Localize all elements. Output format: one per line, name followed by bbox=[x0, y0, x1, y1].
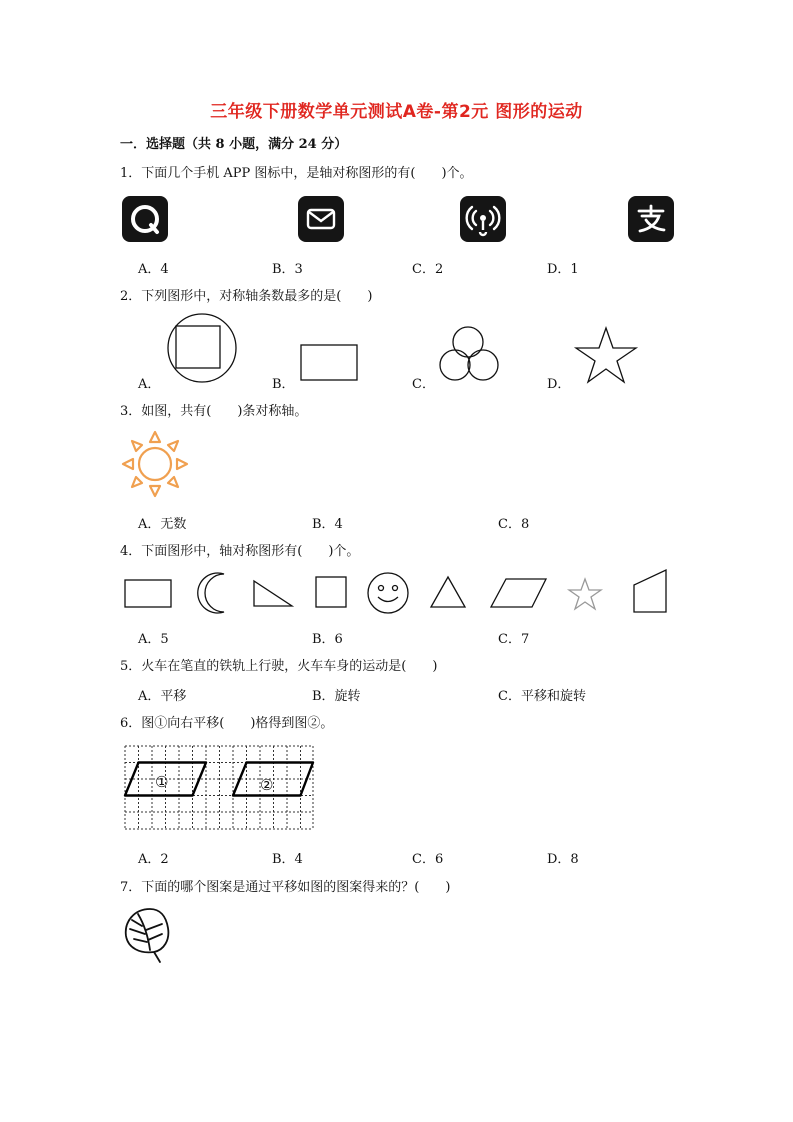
question-5: 5．火车在笔直的铁轨上行驶，火车车身的运动是( ) bbox=[120, 659, 438, 674]
figure-1-label: ① bbox=[155, 773, 169, 791]
q1-option-b[interactable]: B．3 bbox=[272, 262, 303, 277]
figure-2-label: ② bbox=[260, 776, 274, 794]
q4-option-b[interactable]: B．6 bbox=[312, 632, 343, 647]
right-triangle-shape bbox=[254, 581, 292, 606]
q5-option-b[interactable]: B．旋转 bbox=[312, 689, 361, 704]
q6-option-a[interactable]: A．2 bbox=[138, 852, 169, 867]
question-1: 1．下面几个手机 APP 图标中，是轴对称图形的有( )个。 bbox=[120, 166, 473, 181]
q4-shapes-row bbox=[120, 568, 680, 618]
rectangle-figure bbox=[300, 344, 360, 382]
q5-option-c[interactable]: C．平移和旋转 bbox=[498, 689, 586, 704]
circle-with-square-figure bbox=[165, 313, 240, 383]
question-3: 3．如图，共有( )条对称轴。 bbox=[120, 404, 308, 419]
crescent-shape bbox=[198, 573, 224, 613]
q3-option-a[interactable]: A．无数 bbox=[138, 517, 187, 532]
star-figure bbox=[574, 326, 638, 384]
search-app-icon bbox=[122, 196, 168, 242]
q5-option-a[interactable]: A．平移 bbox=[138, 689, 187, 704]
q1-option-a[interactable]: A．4 bbox=[138, 262, 169, 277]
q1-option-d[interactable]: D．1 bbox=[547, 262, 579, 277]
q1-option-c[interactable]: C．2 bbox=[412, 262, 444, 277]
q2-option-c[interactable]: C． bbox=[412, 377, 435, 392]
trapezoid-shape bbox=[634, 570, 666, 612]
page-title: 三年级下册数学单元测试A卷-第2元 图形的运动 bbox=[210, 102, 583, 122]
q6-option-b[interactable]: B．4 bbox=[272, 852, 303, 867]
translation-grid-figure bbox=[124, 745, 314, 831]
question-2: 2．下列图形中，对称轴条数最多的是( ) bbox=[120, 289, 373, 304]
triangle-shape bbox=[431, 577, 465, 607]
q3-option-c[interactable]: C．8 bbox=[498, 517, 530, 532]
q3-option-b[interactable]: B．4 bbox=[312, 517, 343, 532]
question-6: 6．图①向右平移( )格得到图②。 bbox=[120, 716, 334, 731]
star-shape bbox=[569, 579, 601, 609]
section-heading: 一．选择题（共 8 小题，满分 24 分） bbox=[120, 137, 348, 152]
q6-option-d[interactable]: D．8 bbox=[547, 852, 579, 867]
q4-option-a[interactable]: A．5 bbox=[138, 632, 169, 647]
wifi-app-icon bbox=[460, 196, 506, 242]
rectangle-shape bbox=[125, 580, 171, 607]
q6-option-c[interactable]: C．6 bbox=[412, 852, 444, 867]
q2-option-a[interactable]: A． bbox=[138, 377, 161, 392]
three-circles-figure bbox=[438, 325, 500, 383]
alipay-app-icon bbox=[628, 196, 674, 242]
parallelogram-shape bbox=[491, 579, 546, 607]
square-shape bbox=[316, 577, 346, 607]
q4-option-c[interactable]: C．7 bbox=[498, 632, 530, 647]
leaf-icon bbox=[120, 906, 172, 964]
question-4: 4．下面图形中，轴对称图形有( )个。 bbox=[120, 544, 360, 559]
q2-option-b[interactable]: B． bbox=[272, 377, 295, 392]
question-7: 7．下面的哪个图案是通过平移如图的图案得来的？( ) bbox=[120, 880, 451, 895]
smiley-face-shape bbox=[368, 573, 408, 613]
mail-app-icon bbox=[298, 196, 344, 242]
sun-figure bbox=[120, 428, 190, 498]
q2-option-d[interactable]: D． bbox=[547, 377, 571, 392]
